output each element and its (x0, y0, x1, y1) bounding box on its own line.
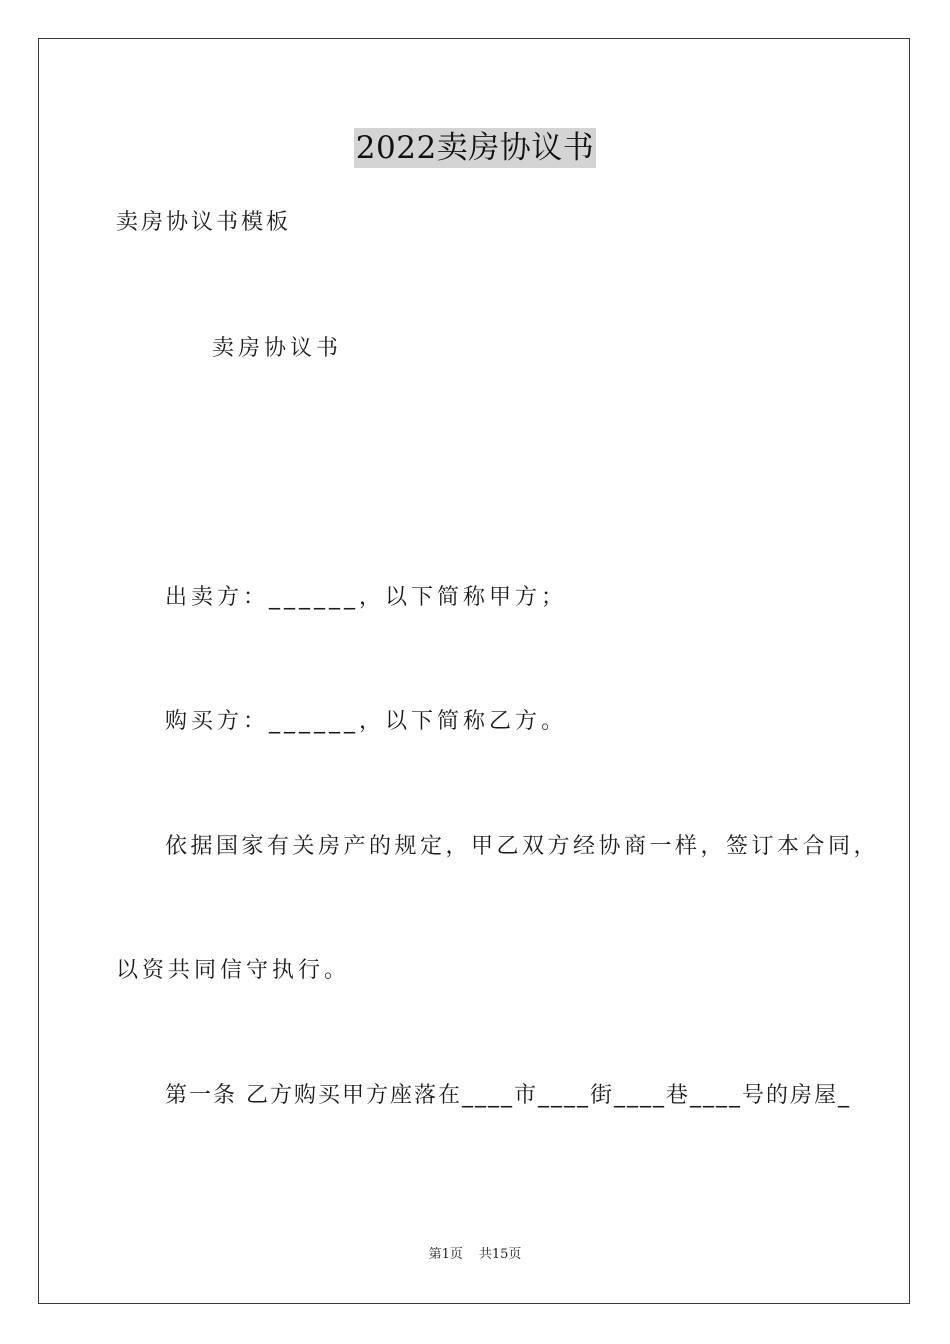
article-one-line: 第一条 乙方购买甲方座落在____市____街____巷____号的房屋_ (165, 1083, 851, 1108)
subtitle-line: 卖房协议书模板 (116, 210, 292, 235)
page-number: 第1页 (428, 1247, 463, 1262)
page-footer (0, 1246, 950, 1264)
seller-line: 出卖方：______，以下简称甲方； (165, 585, 568, 610)
paragraph-line: 依据国家有关房产的规定，甲乙双方经协商一样，签订本合同， (165, 834, 880, 859)
section-heading: 卖房协议书 (212, 336, 343, 361)
title-block (0, 128, 950, 168)
paragraph-line: 以资共同信守执行。 (116, 958, 351, 983)
buyer-line: 购买方：______，以下简称乙方。 (165, 709, 568, 734)
page-total: 共15页 (478, 1247, 522, 1262)
document-title: 2022卖房协议书 (355, 130, 595, 166)
